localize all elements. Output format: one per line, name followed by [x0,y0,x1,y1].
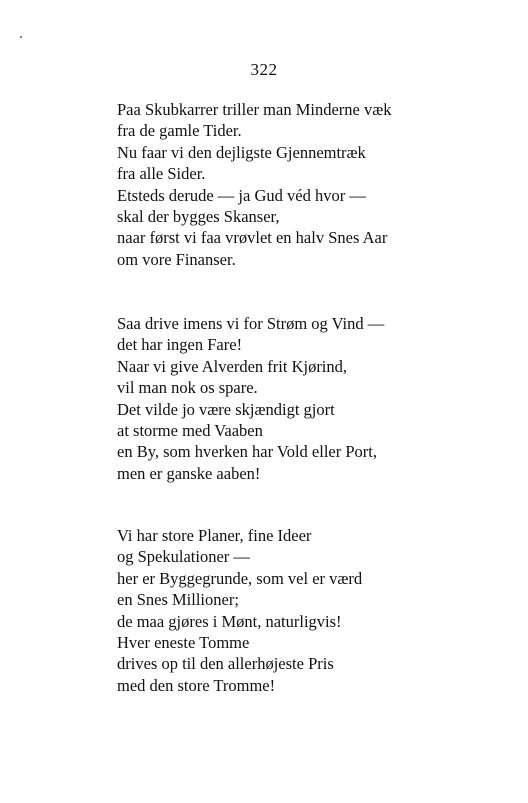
verse-line: at storme med Vaaben [117,421,263,441]
verse-line: med den store Tromme! [117,675,276,695]
verse-line: vil man nok os spare. [117,378,258,398]
verse-line: Naar vi give Alverden frit Kjørind, [117,356,348,376]
verse-line: her er Byggegrunde, som vel er værd [117,568,363,588]
stanza-1 [117,99,477,270]
verse-line: skal der bygges Skanser, [117,207,280,227]
verse-line: drives op til den allerhøjeste Pris [117,654,334,674]
verse-line: om vore Finanser. [117,249,236,269]
print-speck [20,36,22,38]
verse-line: naar først vi faa vrøvlet en halv Snes Aar [117,228,388,248]
verse-line: Vi har store Planer, fine Ideer [117,526,312,545]
stanza-3 [117,525,477,696]
verse-line: men er ganske aaben! [117,463,261,483]
verse-line: fra alle Sider. [117,164,206,184]
verse-line: det har ingen Fare! [117,335,243,355]
page-number: 322 [250,60,278,79]
verse-line: en Snes Millioner; [117,590,239,610]
verse-line: Hver eneste Tomme [117,633,250,653]
verse-line: de maa gjøres i Mønt, naturligvis! [117,611,342,631]
verse-line: Saa drive imens vi for Strøm og Vind — [117,314,385,333]
verse-line: Etsteds derude — ja Gud véd hvor — [117,185,366,205]
verse-line: og Spekulationer — [117,547,250,567]
verse-line: fra de gamle Tider. [117,121,242,141]
verse-line: Det vilde jo være skjændigt gjort [117,399,335,419]
stanza-2 [117,313,477,484]
verse-line: Nu faar vi den dejligste Gjennemtræk [117,142,366,162]
verse-line: Paa Skubkarrer triller man Minderne væk [117,100,392,119]
verse-line: en By, som hverken har Vold eller Port, [117,442,377,462]
